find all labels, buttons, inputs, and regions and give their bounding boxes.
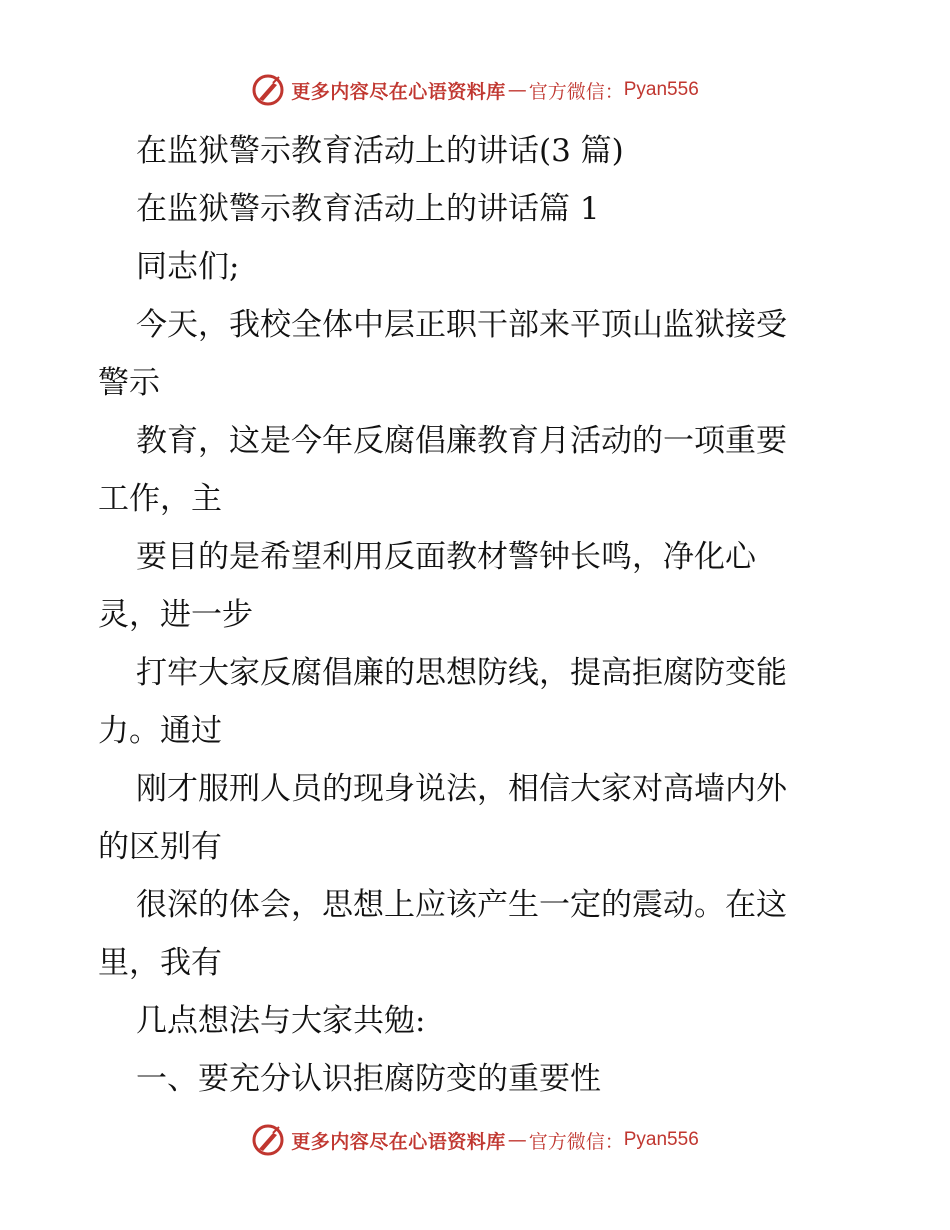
text-line: 几点想法与大家共勉:: [136, 1003, 426, 1039]
text-line: 今天，我校全体中层正职干部来平顶山监狱接受: [136, 307, 787, 343]
text-line: 在监狱警示教育活动上的讲话(3 篇): [136, 133, 624, 169]
text-line: 在监狱警示教育活动上的讲话篇 1: [136, 191, 600, 227]
text-line: 同志们;: [136, 249, 240, 285]
quill-pen-logo-icon: [251, 73, 285, 107]
text-line: 工作，主: [98, 481, 222, 517]
watermark-separator: —: [507, 79, 527, 101]
text-line: 教育，这是今年反腐倡廉教育月活动的一项重要: [136, 423, 787, 459]
text-line: 警示: [98, 365, 160, 401]
document-body: [98, 122, 858, 1108]
watermark-label: 官方微信：: [528, 80, 624, 103]
watermark-label: 官方微信：: [528, 1130, 624, 1153]
text-line: 要目的是希望利用反面教材警钟长鸣，净化心: [136, 539, 756, 575]
text-line: 刚才服刑人员的现身说法，相信大家对高墙内外: [136, 771, 787, 807]
text-line: 灵，进一步: [98, 597, 253, 633]
text-line: 很深的体会，思想上应该产生一定的震动。在这: [136, 887, 787, 923]
quill-pen-logo-icon: [251, 1123, 285, 1157]
watermark-wechat-id: Pyan556: [623, 1129, 699, 1150]
text-line: 力。通过: [98, 713, 222, 749]
footer-watermark: [0, 1122, 950, 1158]
watermark-brand: 更多内容尽在心语资料库: [291, 1130, 506, 1153]
text-line: 一、要充分认识拒腐防变的重要性: [136, 1061, 601, 1097]
text-line: 打牢大家反腐倡廉的思想防线，提高拒腐防变能: [136, 655, 787, 691]
text-line: 的区别有: [98, 829, 222, 865]
text-line: 里，我有: [98, 945, 222, 981]
watermark-wechat-id: Pyan556: [623, 79, 699, 100]
watermark-separator: —: [507, 1129, 527, 1151]
header-watermark: [0, 72, 950, 108]
watermark-brand: 更多内容尽在心语资料库: [291, 80, 506, 103]
